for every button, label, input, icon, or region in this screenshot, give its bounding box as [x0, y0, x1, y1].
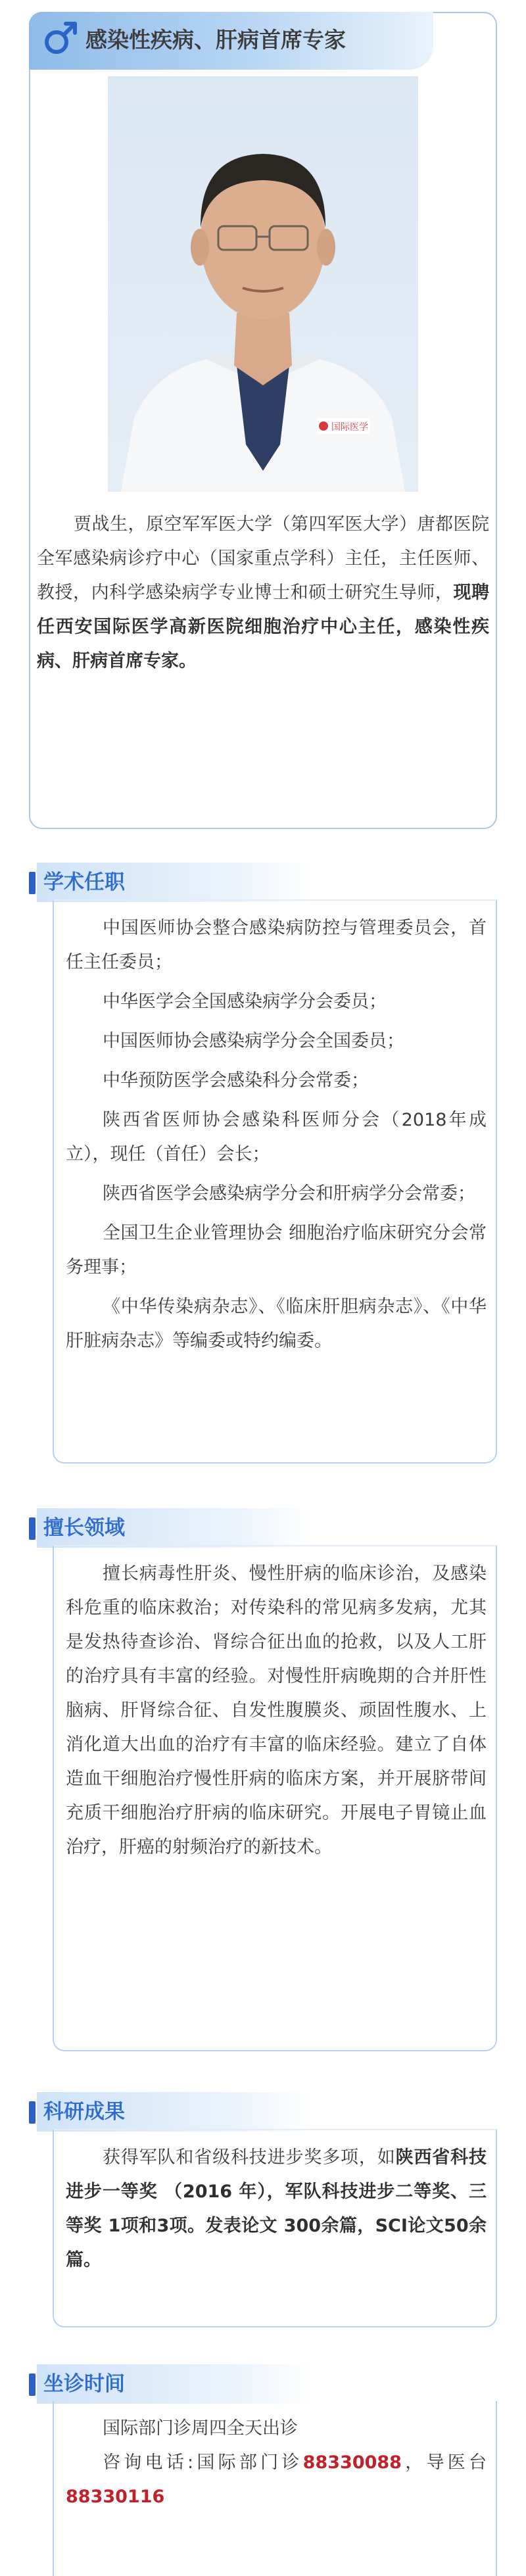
intro-text: 贾战生，原空军军医大学（第四军医大学）唐都医院全军感染病诊疗中心（国家重点学科）主任，主任医师、教授，内科学感染病学专业博士和硕士研究生导师，	[37, 514, 489, 603]
expertise-text	[66, 1557, 487, 1865]
clinic-box-right-border	[496, 2401, 497, 2576]
academic-item: 《中华传染病杂志》、《临床肝胆病杂志》、《中华肝脏病杂志》等编委或特约编委。	[66, 1297, 487, 1351]
phone-international[interactable]: 88330088	[302, 2452, 402, 2473]
expertise-paragraph: 擅长病毒性肝炎、慢性肝病的临床诊治，及感染科危重的临床救治；对传染科的常见病多发病，尤其是发热待查诊治、肾综合征出血的抢救，以及人工肝的治疗具有丰富的经验。对慢性肝病晚期的合并肝性脑病、肝肾综合征、自发性腹膜炎、顽固性腹水、上消化道大出血的治疗有丰富的临床经验。建立了自体造血干细胞治疗慢性肝病的临床方案，并开展脐带间充质干细胞治疗肝病的临床研究。开展电子胃镜止血治疗，肝癌的射频治疗的新技术。	[66, 1563, 487, 1857]
section-title-research: 科研成果	[37, 2092, 313, 2132]
phone-guide-desk[interactable]: 88330116	[66, 2487, 165, 2507]
section-title-clinic: 坐诊时间	[37, 2364, 313, 2404]
coat-badge-text: 国际医学	[331, 422, 368, 433]
academic-item: 中华医学会全国感染病学分会委员；	[103, 991, 387, 1012]
clinic-phone-mid: ，导医台	[401, 2452, 487, 2473]
section-title-academic: 学术任职	[37, 863, 313, 902]
research-text	[66, 2141, 487, 2278]
academic-item: 陕西省医师协会感染科医师分会（2018年成立），现任（首任）会长；	[66, 1110, 487, 1164]
doctor-photo	[108, 76, 418, 492]
academic-item: 中国医师协会感染病学分会全国委员；	[103, 1031, 404, 1051]
clinic-schedule: 国际部门诊周四全天出诊	[103, 2418, 298, 2439]
research-highlight: 陕西省科技进步一等奖 （2016 年），军队科技进步二等奖、三等奖 1项和3项。发表论文 300余篇，SCI论文50余篇。	[66, 2147, 487, 2270]
section-title-expertise: 擅长领域	[37, 1508, 313, 1548]
clinic-phone-label: 咨询电话:国际部门诊	[103, 2452, 303, 2473]
research-text-plain: 获得军队和省级科技进步奖多项，如	[103, 2147, 396, 2168]
male-icon	[41, 18, 80, 58]
academic-item: 中国医师协会整合感染病防控与管理委员会，首任主任委员；	[66, 918, 487, 972]
header-title: 感染性疾病、肝病首席专家	[85, 27, 346, 53]
academic-list	[66, 911, 487, 1358]
intro-highlight: 现聘任西安国际医学高新医院细胞治疗中心主任，感染性疾病、肝病首席专家。	[37, 583, 490, 671]
academic-item: 全国卫生企业管理协会 细胞治疗临床研究分会常务理事；	[66, 1223, 487, 1277]
clinic-info	[66, 2412, 487, 2514]
academic-item: 陕西省医学会感染病学分会和肝病学分会常委；	[103, 1183, 475, 1204]
clinic-box-left-border	[53, 2401, 54, 2576]
doctor-intro	[37, 508, 489, 679]
academic-item: 中华预防医学会感染科分会常委；	[103, 1070, 369, 1091]
